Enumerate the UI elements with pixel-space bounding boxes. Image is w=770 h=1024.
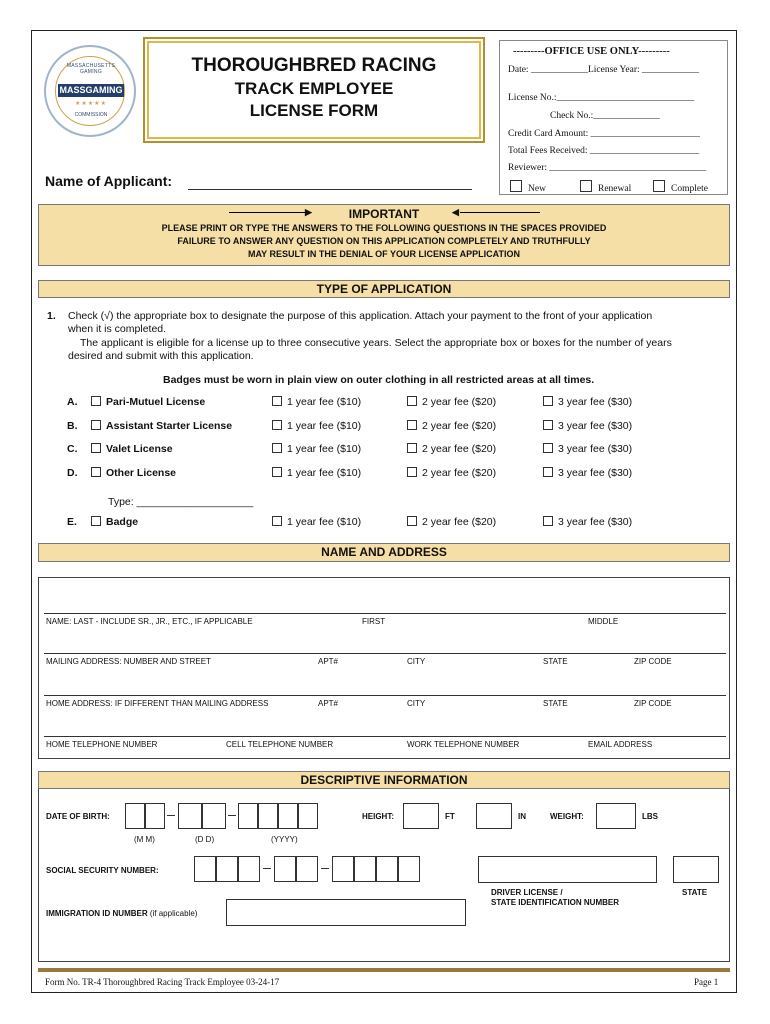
option-letter: B. xyxy=(67,420,78,432)
driver-license-input[interactable] xyxy=(478,856,657,883)
badge-2yr[interactable]: 2 year fee ($20) xyxy=(407,516,496,528)
mailing-apt-label: APT# xyxy=(318,657,339,666)
pari-mutuel-3yr[interactable]: 3 year fee ($30) xyxy=(543,396,632,408)
name-address-header: NAME AND ADDRESS xyxy=(38,543,730,562)
dob-dd-label: (D D) xyxy=(195,835,215,844)
home-apt-label: APT# xyxy=(318,699,339,708)
name-middle-label: MIDDLE xyxy=(588,617,619,626)
height-label: HEIGHT: xyxy=(362,812,394,821)
form-title-box xyxy=(147,41,481,139)
name-input-line[interactable] xyxy=(44,613,726,614)
checkbox-icon[interactable] xyxy=(407,467,417,477)
checkbox-icon[interactable] xyxy=(407,420,417,430)
weight-label: WEIGHT: xyxy=(550,812,584,821)
weight-input[interactable] xyxy=(596,803,636,829)
other-license-checkbox[interactable]: Other License xyxy=(91,467,176,479)
feet-label: FT xyxy=(445,812,455,821)
name-first-label: FIRST xyxy=(362,617,386,626)
option-letter: A. xyxy=(67,396,78,408)
immigration-label: IMMIGRATION ID NUMBER (if applicable) xyxy=(46,909,198,918)
work-phone-label: WORK TELEPHONE NUMBER xyxy=(407,740,520,749)
dob-day-digit-2[interactable] xyxy=(202,803,226,829)
ssn-digit-8[interactable] xyxy=(376,856,398,882)
ssn-separator xyxy=(263,868,271,869)
instruction-line-1: Check (√) the appropriate box to designate the purpose of this application. Attach your payment to the front of your application xyxy=(68,310,653,322)
checkbox-icon[interactable] xyxy=(653,180,665,192)
dob-separator xyxy=(167,815,175,816)
other-license-3yr[interactable]: 3 year fee ($30) xyxy=(543,467,632,479)
checkbox-icon[interactable] xyxy=(543,443,553,453)
important-line-3: MAY RESULT IN THE DENIAL OF YOUR LICENSE APPLICATION xyxy=(247,249,521,259)
question-number: 1. xyxy=(47,310,56,322)
valet-1yr[interactable]: 1 year fee ($10) xyxy=(272,443,361,455)
office-use-box xyxy=(499,40,728,195)
ssn-digit-6[interactable] xyxy=(332,856,354,882)
checkbox-icon[interactable] xyxy=(91,467,101,477)
home-phone-label: HOME TELEPHONE NUMBER xyxy=(46,740,158,749)
page-number: Page 1 xyxy=(694,977,719,987)
badge-3yr[interactable]: 3 year fee ($30) xyxy=(543,516,632,528)
instruction-line-2: when it is completed. xyxy=(68,323,167,335)
ssn-separator xyxy=(321,868,329,869)
footer-rule xyxy=(38,968,730,972)
home-zip-label: ZIP CODE xyxy=(634,699,672,708)
instruction-line-3: The applicant is eligible for a license up to three consecutive years. Select the appropriate box or boxes for the number of years xyxy=(80,337,672,349)
mailing-city-label: CITY xyxy=(407,657,426,666)
assistant-starter-1yr[interactable]: 1 year fee ($10) xyxy=(272,420,361,432)
checkbox-icon[interactable] xyxy=(510,180,522,192)
home-state-label: STATE xyxy=(543,699,568,708)
dob-month-digit-2[interactable] xyxy=(145,803,165,829)
arrow-right-line xyxy=(229,212,309,213)
logo-stars: ★★★★★ xyxy=(75,101,107,107)
type-of-application-header: TYPE OF APPLICATION xyxy=(38,280,730,298)
checkbox-icon[interactable] xyxy=(543,396,553,406)
dob-year-digit-1[interactable] xyxy=(238,803,258,829)
name-address-section xyxy=(38,577,730,759)
checkbox-icon[interactable] xyxy=(407,443,417,453)
checkbox-icon[interactable] xyxy=(543,516,553,526)
valet-2yr[interactable]: 2 year fee ($20) xyxy=(407,443,496,455)
office-date-field[interactable]: Date: ____________License Year: ____________ xyxy=(508,65,700,75)
ssn-label: SOCIAL SECURITY NUMBER: xyxy=(46,866,159,875)
license-options xyxy=(67,396,707,546)
checkbox-icon[interactable] xyxy=(91,443,101,453)
valet-3yr[interactable]: 3 year fee ($30) xyxy=(543,443,632,455)
office-credit-card-field[interactable]: Credit Card Amount: _______________________ xyxy=(508,129,700,139)
ssn-digit-1[interactable] xyxy=(194,856,216,882)
checkbox-icon[interactable] xyxy=(272,443,282,453)
inches-label: IN xyxy=(518,812,526,821)
license-state-input[interactable] xyxy=(673,856,719,883)
dob-yyyy-label: (YYYY) xyxy=(271,835,298,844)
ssn-digit-2[interactable] xyxy=(216,856,238,882)
important-heading: IMPORTANT xyxy=(348,207,420,221)
phone-input-line[interactable] xyxy=(44,736,726,737)
badges-note: Badges must be worn in plain view on outer clothing in all restricted areas at all times. xyxy=(163,374,595,386)
assistant-starter-3yr[interactable]: 3 year fee ($30) xyxy=(543,420,632,432)
home-address-input-line[interactable] xyxy=(44,695,726,696)
name-last-label: NAME: LAST - INCLUDE SR., JR., ETC., IF APPLICABLE xyxy=(46,617,253,626)
arrow-left-line xyxy=(460,212,540,213)
office-complete-option[interactable]: Complete xyxy=(653,180,708,194)
descriptive-header: DESCRIPTIVE INFORMATION xyxy=(38,771,730,789)
checkbox-icon[interactable] xyxy=(91,420,101,430)
option-letter: E. xyxy=(67,516,77,528)
ssn-digit-5[interactable] xyxy=(296,856,318,882)
checkbox-icon[interactable] xyxy=(272,516,282,526)
applicant-name-input[interactable] xyxy=(188,189,472,190)
office-reviewer-field[interactable]: Reviewer: _________________________________ xyxy=(508,163,707,173)
driver-license-label-1: DRIVER LICENSE / xyxy=(491,888,563,897)
dob-month-digit-1[interactable] xyxy=(125,803,145,829)
massgaming-logo xyxy=(44,45,136,137)
pari-mutuel-checkbox[interactable]: Pari-Mutuel License xyxy=(91,396,205,408)
assistant-starter-2yr[interactable]: 2 year fee ($20) xyxy=(407,420,496,432)
mailing-street-label: MAILING ADDRESS: NUMBER AND STREET xyxy=(46,657,211,666)
mailing-zip-label: ZIP CODE xyxy=(634,657,672,666)
title-line-1: THOROUGHBRED RACING xyxy=(191,55,437,76)
form-number: Form No. TR-4 Thoroughbred Racing Track Employee 03-24-17 xyxy=(45,977,280,987)
option-letter: D. xyxy=(67,467,78,479)
ssn-digit-7[interactable] xyxy=(354,856,376,882)
dob-day-digit-1[interactable] xyxy=(178,803,202,829)
important-line-2: FAILURE TO ANSWER ANY QUESTION ON THIS APPLICATION COMPLETELY AND TRUTHFULLY xyxy=(177,236,591,246)
checkbox-icon[interactable] xyxy=(91,396,101,406)
checkbox-icon[interactable] xyxy=(272,420,282,430)
logo-top-text: MASSACHUSETTS GAMING xyxy=(66,63,116,75)
ssn-digit-9[interactable] xyxy=(398,856,420,882)
office-renewal-option[interactable]: Renewal xyxy=(580,180,631,194)
height-inches-input[interactable] xyxy=(476,803,512,829)
arrow-right-icon: ▶ xyxy=(305,207,312,217)
office-new-option[interactable]: New xyxy=(510,180,546,194)
title-line-3: LICENSE FORM xyxy=(249,101,379,120)
lbs-label: LBS xyxy=(642,812,658,821)
height-feet-input[interactable] xyxy=(403,803,439,829)
mailing-state-label: STATE xyxy=(543,657,568,666)
office-use-header: ---------OFFICE USE ONLY--------- xyxy=(513,46,670,57)
ssn-digit-4[interactable] xyxy=(274,856,296,882)
dob-separator xyxy=(228,815,236,816)
logo-bottom-text: COMMISSION xyxy=(74,112,108,118)
title-line-2: TRACK EMPLOYEE xyxy=(234,79,394,98)
checkbox-icon[interactable] xyxy=(543,467,553,477)
office-total-fees-field[interactable]: Total Fees Received: _______________________ xyxy=(508,146,700,156)
office-license-no-field[interactable]: License No.:_____________________________ xyxy=(508,93,695,103)
checkbox-icon[interactable] xyxy=(272,396,282,406)
checkbox-icon[interactable] xyxy=(580,180,592,192)
pari-mutuel-1yr[interactable]: 1 year fee ($10) xyxy=(272,396,361,408)
immigration-id-input[interactable] xyxy=(226,899,466,926)
license-state-label: STATE xyxy=(682,888,708,897)
arrow-left-icon: ◀ xyxy=(452,207,459,217)
checkbox-icon[interactable] xyxy=(272,467,282,477)
home-address-label: HOME ADDRESS: IF DIFFERENT THAN MAILING ADDRESS xyxy=(46,699,269,708)
cell-phone-label: CELL TELEPHONE NUMBER xyxy=(226,740,334,749)
assistant-starter-checkbox[interactable]: Assistant Starter License xyxy=(91,420,232,432)
valet-checkbox[interactable]: Valet License xyxy=(91,443,173,455)
checkbox-icon[interactable] xyxy=(91,516,101,526)
other-license-type-field[interactable]: Type: ____________________ xyxy=(108,496,254,508)
dob-year-digit-2[interactable] xyxy=(258,803,278,829)
other-license-2yr[interactable]: 2 year fee ($20) xyxy=(407,467,496,479)
checkbox-icon[interactable] xyxy=(543,420,553,430)
email-label: EMAIL ADDRESS xyxy=(588,740,653,749)
applicant-name-label: Name of Applicant: xyxy=(45,173,173,189)
instruction-line-4: desired and submit with this application. xyxy=(68,350,254,362)
dob-mm-label: (M M) xyxy=(134,835,155,844)
important-line-1: PLEASE PRINT OR TYPE THE ANSWERS TO THE FOLLOWING QUESTIONS IN THE SPACES PROVIDED xyxy=(161,223,607,233)
badge-checkbox[interactable]: Badge xyxy=(91,516,138,528)
checkbox-icon[interactable] xyxy=(407,396,417,406)
driver-license-label-2: STATE IDENTIFICATION NUMBER xyxy=(491,898,619,907)
ssn-digit-3[interactable] xyxy=(238,856,260,882)
pari-mutuel-2yr[interactable]: 2 year fee ($20) xyxy=(407,396,496,408)
important-notice xyxy=(38,204,730,266)
mailing-address-input-line[interactable] xyxy=(44,653,726,654)
dob-year-digit-4[interactable] xyxy=(298,803,318,829)
checkbox-icon[interactable] xyxy=(407,516,417,526)
option-letter: C. xyxy=(67,443,78,455)
dob-label: DATE OF BIRTH: xyxy=(46,812,110,821)
dob-year-digit-3[interactable] xyxy=(278,803,298,829)
logo-name: MASSGAMING xyxy=(59,85,123,95)
home-city-label: CITY xyxy=(407,699,426,708)
other-license-1yr[interactable]: 1 year fee ($10) xyxy=(272,467,361,479)
office-check-no-field[interactable]: Check No.:______________ xyxy=(550,111,660,121)
badge-1yr[interactable]: 1 year fee ($10) xyxy=(272,516,361,528)
